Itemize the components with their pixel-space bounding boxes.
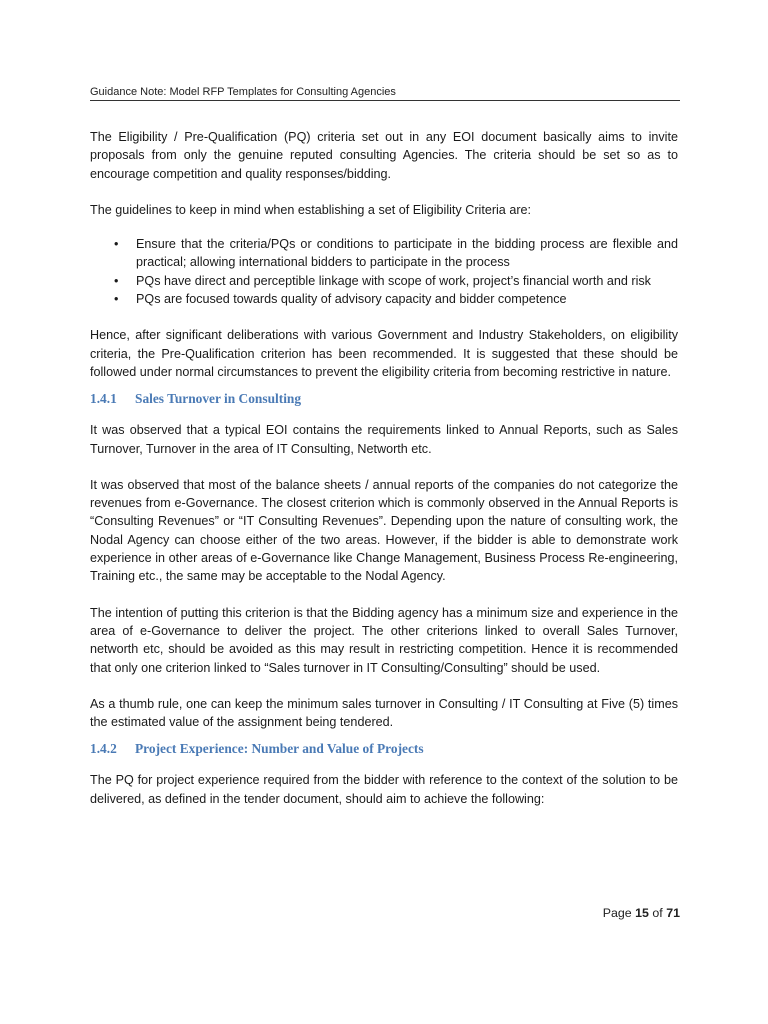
- section-heading-1-4-1: [90, 391, 678, 407]
- turnover-paragraph-3: The intention of putting this criterion is that the Bidding agency has a minimum size and experience in the area of e-Governance to deliver the project. The other criterions linked to overall Sales Turnover, networth etc, should be avoided as this may result in restricting competition. Hence it is recommended that only one criterion linked to “Sales turnover in IT Consulting/Consulting” should be used.: [90, 605, 678, 675]
- bullet-icon: •: [114, 237, 119, 252]
- page-content: [90, 128, 678, 808]
- intro-paragraph: The Eligibility / Pre-Qualification (PQ) criteria set out in any EOI document basically aims to invite proposals from only the genuine reputed consulting Agencies. The criteria should be set so as to encourage competition and quality responses/bidding.: [90, 130, 678, 181]
- running-header: Guidance Note: Model RFP Templates for Consulting Agencies: [90, 86, 680, 101]
- turnover-paragraph-1: It was observed that a typical EOI contains the requirements linked to Annual Reports, such as Sales Turnover, Turnover in the area of IT Consulting, Networth etc.: [90, 423, 678, 456]
- turnover-paragraph-2: It was observed that most of the balance sheets / annual reports of the companies do not categorize the revenues from e-Governance. The closest criterion which is commonly observed in the Annual Reports is “Consulting Revenues” or “IT Consulting Revenues”. Depending upon the nature of consulting work, the Nodal Agency can choose either of the two areas. However, if the bidder is able to demonstrate work experience in other areas of e-Governance like Change Management, Business Process Re-engineering, Training etc., the same may be acceptable to the Nodal Agency.: [90, 477, 678, 584]
- guidelines-list: [90, 235, 678, 308]
- section-title: Sales Turnover in Consulting: [135, 391, 302, 407]
- turnover-paragraph-4: As a thumb rule, one can keep the minimum sales turnover in Consulting / IT Consulting at Five (5) times the estimated value of the assignment being tendered.: [90, 696, 678, 730]
- page-number: Page 15 of 71: [602, 906, 680, 920]
- bullet-icon: •: [114, 292, 119, 307]
- section-title: Project Experience: Number and Value of Projects: [135, 741, 424, 757]
- section-number: 1.4.1: [90, 391, 117, 407]
- experience-paragraph-1: The PQ for project experience required from the bidder with reference to the context of the solution to be delivered, as defined in the tender document, should aim to achieve the following:: [90, 773, 678, 806]
- section-number: 1.4.2: [90, 741, 117, 757]
- deliberations-paragraph: Hence, after significant deliberations with various Government and Industry Stakeholders, on eligibility criteria, the Pre-Qualification criterion has been recommended. It is suggested that these should be followed under normal circumstances to prevent the eligibility criteria from becoming restrictive in nature.: [90, 328, 678, 379]
- section-heading-1-4-2: [90, 741, 678, 757]
- list-item: • PQs are focused towards quality of advisory capacity and bidder competence: [90, 290, 678, 308]
- list-item: • PQs have direct and perceptible linkage with scope of work, project’s financial worth and risk: [90, 272, 678, 290]
- bullet-icon: •: [114, 273, 119, 288]
- list-item: • Ensure that the criteria/PQs or conditions to participate in the bidding process are flexible and practical; allowing international bidders to participate in the process: [114, 237, 678, 270]
- guidelines-intro-paragraph: The guidelines to keep in mind when establishing a set of Eligibility Criteria are:: [90, 202, 532, 217]
